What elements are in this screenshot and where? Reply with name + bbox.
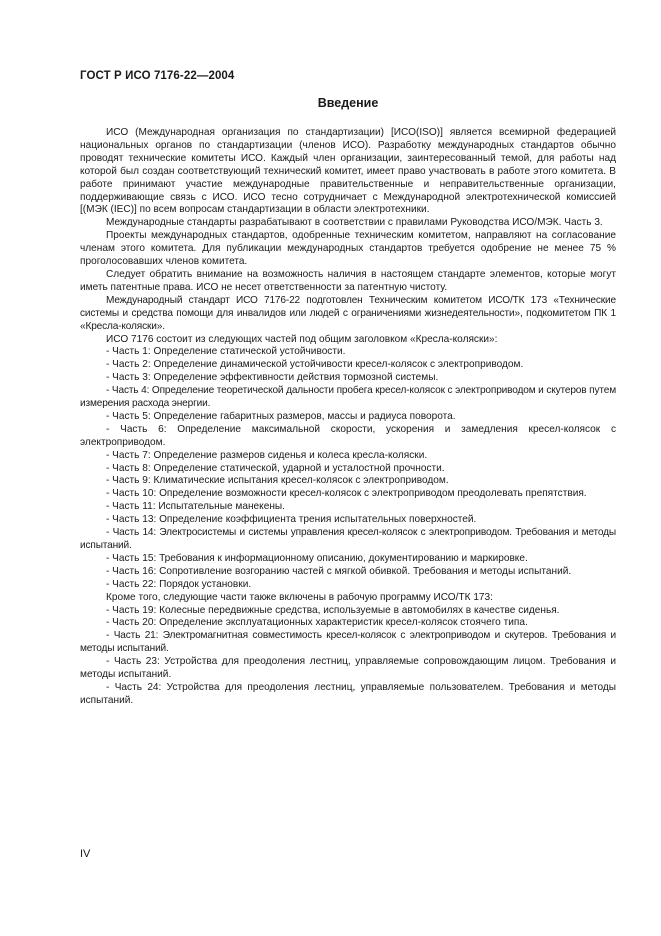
- paragraph: Следует обратить внимание на возможность наличия в настоящем стандарте элементов, которые могут иметь патентные права. ИСО не несет ответственности за патентную чистоту.: [80, 268, 616, 293]
- paragraph: ИСО (Международная организация по стандартизации) [ИСО(ISO)] является всемирной федерацией национальных органов по стандартизации (членов ИСО). Разработку международных стандартов обычно проводят технические комитеты ИСО. Каждый член организации, заинтересованный темой, для работы над которой был создан соответствующий технический комитет, имеет право участвовать в работе этого комитета. В работе принимают участие международные правительственные и неправительственные организации, поддерживающие связь с ИСО. ИСО тесно сотрудничает с Международной электротехнической комиссией [(МЭК (IEC)] по всем вопросам стандартизации в области электротехники.: [80, 127, 616, 216]
- list-item: - Часть 21: Электромагнитная совместимость кресел-колясок с электроприводом и скутеров. Требования и методы испытаний.: [80, 630, 616, 655]
- list-item: - Часть 8: Определение статической, ударной и усталостной прочности.: [106, 462, 445, 474]
- section-title: Введение: [317, 96, 379, 110]
- list-item: - Часть 16: Сопротивление возгоранию частей с мягкой обивкой. Требования и методы испытаний.: [106, 565, 572, 577]
- list-item: - Часть 6: Определение максимальной скорости, ускорения и замедления кресел-колясок с электроприводом.: [80, 423, 616, 448]
- paragraph: Проекты международных стандартов, одобренные техническим комитетом, направляют на согласование членам этого комитета. Для публикации международных стандартов требуется одобрение не менее 75 % проголосовавших членов комитета.: [80, 230, 616, 268]
- list-item: - Часть 19: Колесные передвижные средства, используемые в автомобилях в качестве сиденья.: [106, 604, 560, 616]
- paragraph: Международный стандарт ИСО 7176-22 подготовлен Техническим комитетом ИСО/ТК 173 «Технические системы и средства помощи для инвалидов или людей с ограничениями жизнедеятельности», подкомитетом ПК 1 «Кресла-коляски».: [80, 294, 616, 332]
- list-item: - Часть 11: Испытательные манекены.: [106, 501, 285, 513]
- extra-parts-list: [80, 605, 616, 708]
- list-item: - Часть 1: Определение статической устойчивости.: [106, 346, 346, 358]
- list-item: - Часть 15: Требования к информационному описанию, документированию и маркировке.: [106, 552, 528, 564]
- list-item: - Часть 22: Порядок установки.: [106, 578, 252, 590]
- paragraph: ИСО 7176 состоит из следующих частей под общим заголовком «Кресла-коляски»:: [106, 333, 498, 345]
- list-item: - Часть 23: Устройства для преодоления лестниц, управляемые сопровождающим лицом. Требования и методы испытаний.: [80, 656, 616, 681]
- list-item: - Часть 14: Электросистемы и системы управления кресел-колясок с электроприводом. Требования и методы испытаний.: [80, 527, 616, 551]
- list-item: - Часть 24: Устройства для преодоления лестниц, управляемые пользователем. Требования и методы испытаний.: [80, 681, 616, 706]
- document-body: [80, 127, 616, 708]
- list-item: - Часть 2: Определение динамической устойчивости кресел-колясок с электроприводом.: [106, 359, 524, 371]
- page-number: IV: [80, 848, 91, 860]
- list-item: - Часть 13: Определение коэффициента трения испытательных поверхностей.: [106, 514, 477, 526]
- list-item: - Часть 10: Определение возможности кресел-колясок с электроприводом преодолевать препятствия.: [106, 488, 587, 500]
- document-header: ГОСТ Р ИСО 7176-22—2004: [80, 70, 235, 82]
- list-item: - Часть 7: Определение размеров сиденья и колеса кресла-коляски.: [106, 449, 428, 461]
- list-item: - Часть 9: Климатические испытания кресел-колясок с электроприводом.: [106, 475, 449, 487]
- list-item: - Часть 4: Определение теоретической дальности пробега кресел-колясок с электроприводом и скутеров путем измерения расхода энергии.: [80, 385, 616, 410]
- list-item: - Часть 20: Определение эксплуатационных характеристик кресел-колясок стоячего типа.: [106, 617, 528, 629]
- parts-list: [80, 346, 616, 591]
- paragraph: Международные стандарты разрабатывают в соответствии с правилами Руководства ИСО/МЭК. Часть 3.: [106, 217, 603, 229]
- list-item: - Часть 5: Определение габаритных размеров, массы и радиуса поворота.: [106, 410, 456, 422]
- list-item: - Часть 3: Определение эффективности действия тормозной системы.: [106, 372, 439, 384]
- paragraph: Кроме того, следующие части также включены в рабочую программу ИСО/ТК 173:: [106, 591, 493, 603]
